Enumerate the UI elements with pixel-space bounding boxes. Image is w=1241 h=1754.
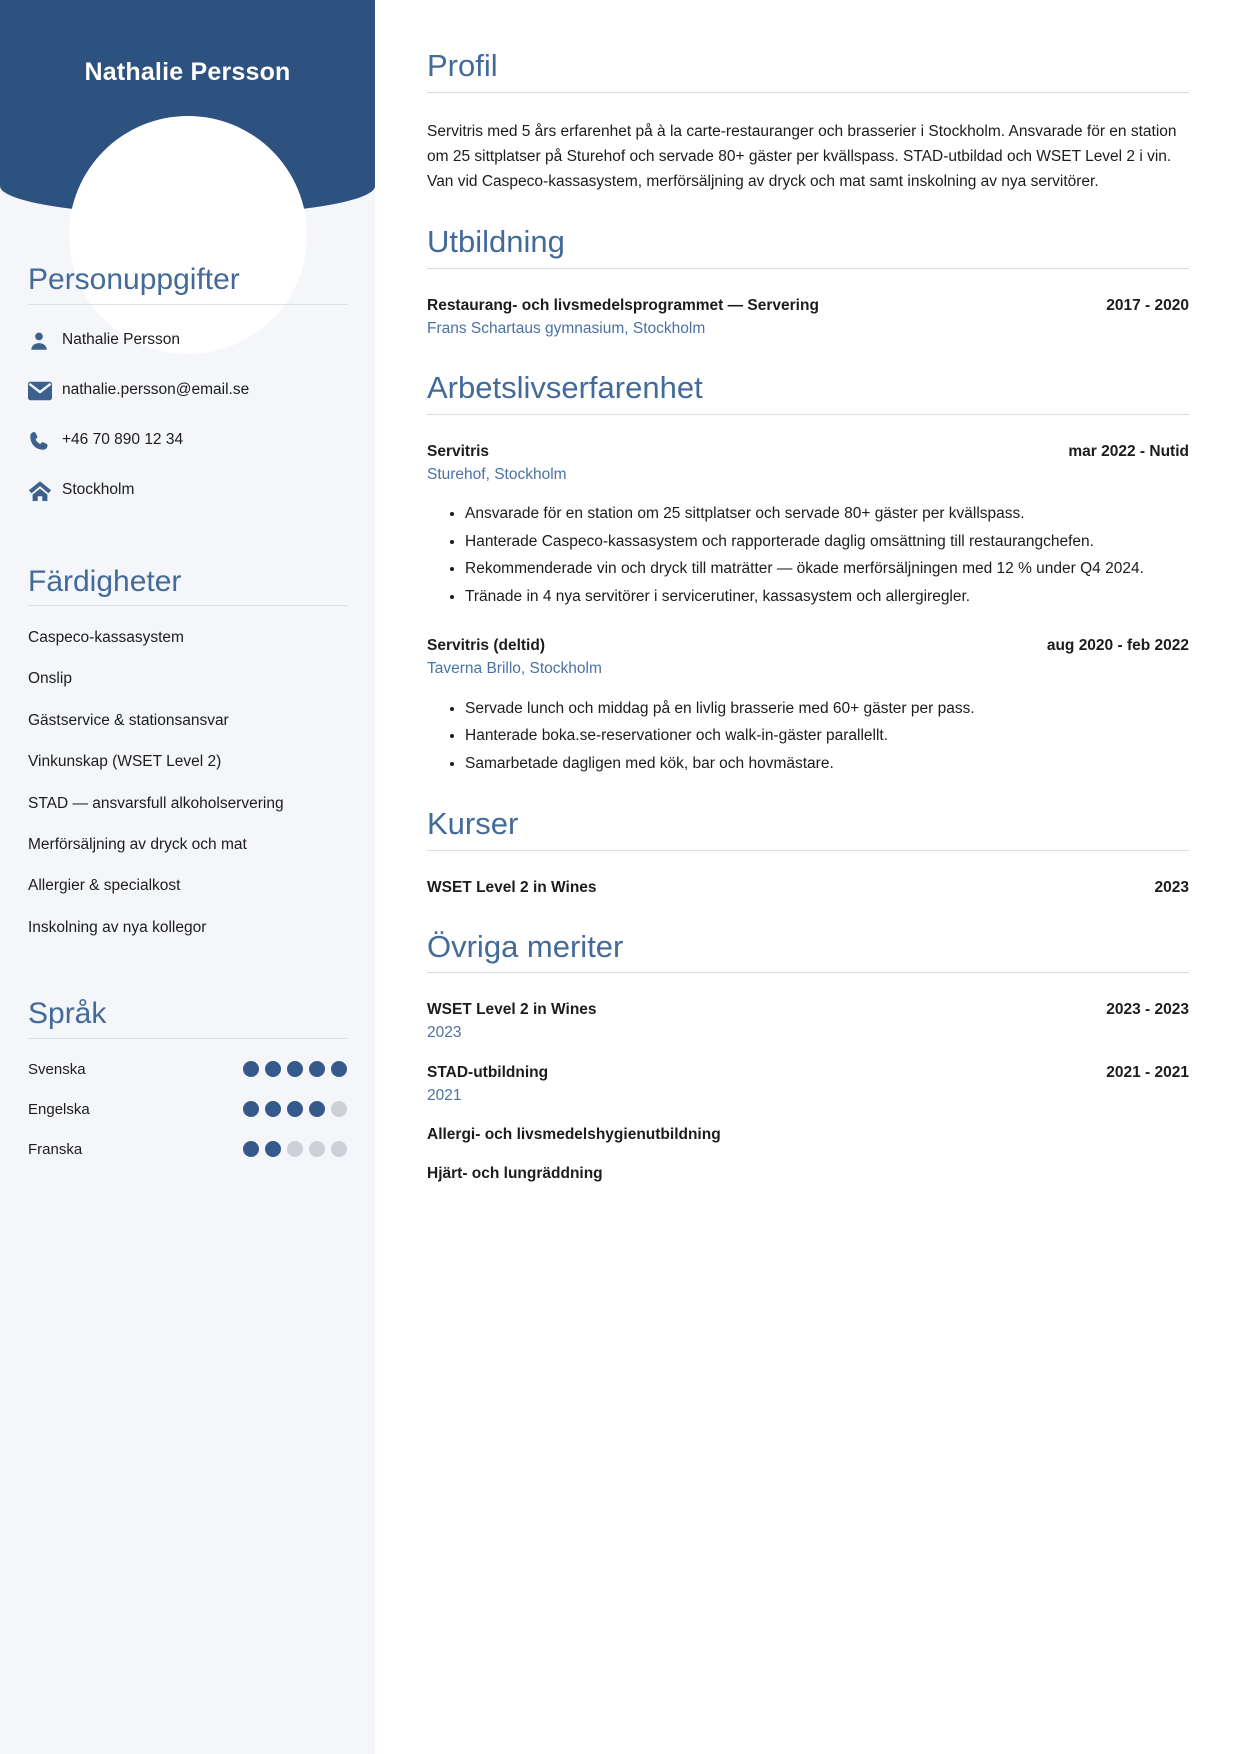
merit-entry (427, 1124, 1189, 1146)
entry-date: 2023 (1154, 878, 1189, 896)
entry-title: Hjärt- och lungräddning (427, 1165, 603, 1183)
list-item: Vinkunskap (WSET Level 2) (28, 753, 222, 771)
rating-dot (331, 1061, 347, 1077)
entry-subtitle: 2023 (427, 1024, 462, 1042)
skills-heading: Färdigheter (28, 564, 182, 598)
rating-dot (265, 1141, 281, 1157)
section-education (427, 224, 1189, 340)
divider (427, 972, 1189, 973)
list-item: • Hanterade Caspeco-kassasystem och rapporterade daglig omsättning till restaurangchefen. (465, 530, 1189, 554)
languages-heading: Språk (28, 997, 107, 1030)
rating-dot (309, 1101, 325, 1117)
education-heading: Utbildning (427, 223, 565, 259)
section-languages (28, 997, 347, 1158)
sidebar-body (0, 215, 375, 1158)
rating-dot (287, 1061, 303, 1077)
entry-subtitle: Frans Schartaus gymnasium, Stockholm (427, 319, 706, 337)
entry-bullets (427, 502, 1189, 609)
language-rating (243, 1061, 347, 1077)
contact-row-location (28, 477, 347, 505)
entry-date: 2021 - 2021 (1106, 1063, 1189, 1081)
entry-subtitle: Taverna Brillo, Stockholm (427, 660, 602, 678)
experience-entry (427, 441, 1189, 609)
entry-date: aug 2020 - feb 2022 (1046, 637, 1189, 655)
section-personal-details (28, 263, 347, 505)
section-skills (28, 565, 347, 938)
experience-entry (427, 635, 1189, 776)
language-rating (243, 1101, 347, 1117)
list-item: • Rekommenderade vin och dryck till maträtter — ökade merförsäljningen med 12 % under Q4 2024. (465, 557, 1189, 581)
divider (427, 268, 1189, 269)
entry-title: WSET Level 2 in Wines (427, 1001, 597, 1019)
entry-date: mar 2022 - Nutid (1068, 442, 1189, 460)
language-name: Engelska (28, 1100, 90, 1118)
rating-dot (243, 1101, 259, 1117)
envelope-icon (28, 377, 62, 405)
list-item: • Hanterade boka.se-reservationer och walk-in-gäster parallellt. (465, 724, 1189, 748)
rating-dot (265, 1061, 281, 1077)
rating-dot (287, 1141, 303, 1157)
list-item: • Ansvarade för en station om 25 sittplatser och servade 80+ gäster per kvällspass. (465, 502, 1189, 526)
entry-title: STAD-utbildning (427, 1063, 549, 1081)
list-item: STAD — ansvarsfull alkoholservering (28, 794, 284, 812)
list-item: Onslip (28, 670, 72, 688)
profile-text: Servitris med 5 års erfarenhet på à la carte-restauranger och brasserier i Stockholm. Ansvarade för en station om 25 sittplatser på Sturehof och servade 80+ gäster per kvällspass. STAD-utbildad och WSET Level 2 i vin. Van vid Caspeco-kassasystem, merförsäljning av dryck och mat samt inskolning av nya servitörer. (427, 122, 1177, 190)
rating-dot (309, 1141, 325, 1157)
divider (427, 414, 1189, 415)
entry-title: Restaurang- och livsmedelsprogrammet — Servering (427, 296, 819, 314)
rating-dot (287, 1101, 303, 1117)
section-other-merits (427, 929, 1189, 1186)
education-entry (427, 295, 1189, 340)
home-icon (28, 477, 62, 505)
entry-subtitle: Sturehof, Stockholm (427, 465, 567, 483)
list-item: Inskolning av nya kollegor (28, 918, 207, 936)
merit-entry (427, 1062, 1189, 1107)
language-name: Svenska (28, 1060, 86, 1078)
rating-dot (265, 1101, 281, 1117)
list-item: Caspeco-kassasystem (28, 629, 184, 646)
rating-dot (331, 1101, 347, 1117)
entry-subtitle: 2021 (427, 1086, 462, 1104)
rating-dot (243, 1061, 259, 1077)
person-icon (28, 327, 62, 355)
contact-value-location: Stockholm (62, 481, 135, 499)
list-item (28, 1141, 347, 1158)
section-profile (427, 48, 1189, 194)
list-item: • Tränade in 4 nya servitörer i servicerutiner, kassasystem och allergiregler. (465, 585, 1189, 609)
contact-value-name: Nathalie Persson (62, 331, 181, 349)
entry-title: WSET Level 2 in Wines (427, 878, 597, 896)
divider (427, 850, 1189, 851)
entry-title: Servitris (427, 442, 490, 460)
personal-details-heading: Personuppgifter (28, 263, 240, 296)
other-merits-heading: Övriga meriter (427, 928, 624, 964)
main-content (375, 0, 1241, 1754)
list-item (28, 1061, 347, 1078)
section-courses (427, 806, 1189, 899)
experience-heading: Arbetslivserfarenhet (427, 370, 703, 406)
section-experience (427, 370, 1189, 776)
merit-entry (427, 1163, 1189, 1185)
list-item: Merförsäljning av dryck och mat (28, 835, 247, 853)
list-item (28, 1101, 347, 1118)
entry-date: 2023 - 2023 (1106, 1001, 1189, 1019)
divider (28, 605, 347, 606)
entry-bullets (427, 697, 1189, 776)
language-name: Franska (28, 1140, 83, 1158)
profile-heading: Profil (427, 48, 498, 83)
merit-entry (427, 999, 1189, 1044)
contact-value-phone: +46 70 890 12 34 (62, 431, 184, 449)
phone-icon (28, 427, 62, 455)
contact-row-email[interactable] (28, 377, 347, 405)
entry-title: Allergi- och livsmedelshygienutbildning (427, 1126, 721, 1144)
rating-dot (331, 1141, 347, 1157)
candidate-name: Nathalie Persson (84, 58, 291, 86)
divider (28, 1038, 347, 1039)
sidebar (0, 0, 375, 1754)
list-item: Gästservice & stationsansvar (28, 711, 229, 729)
contact-value-email: nathalie.persson@email.se (62, 381, 250, 399)
language-rating (243, 1141, 347, 1157)
contact-row-phone[interactable] (28, 427, 347, 455)
contact-row-name (28, 327, 347, 355)
divider (427, 92, 1189, 93)
entry-title: Servitris (deltid) (427, 637, 545, 655)
list-item: Allergier & specialkost (28, 877, 181, 895)
rating-dot (243, 1141, 259, 1157)
courses-heading: Kurser (427, 806, 519, 842)
entry-date: 2017 - 2020 (1106, 296, 1189, 314)
course-entry (427, 877, 1189, 899)
divider (28, 304, 347, 305)
list-item: • Servade lunch och middag på en livlig brasserie med 60+ gäster per pass. (465, 697, 1189, 721)
rating-dot (309, 1061, 325, 1077)
list-item: • Samarbetade dagligen med kök, bar och hovmästare. (465, 752, 1189, 776)
